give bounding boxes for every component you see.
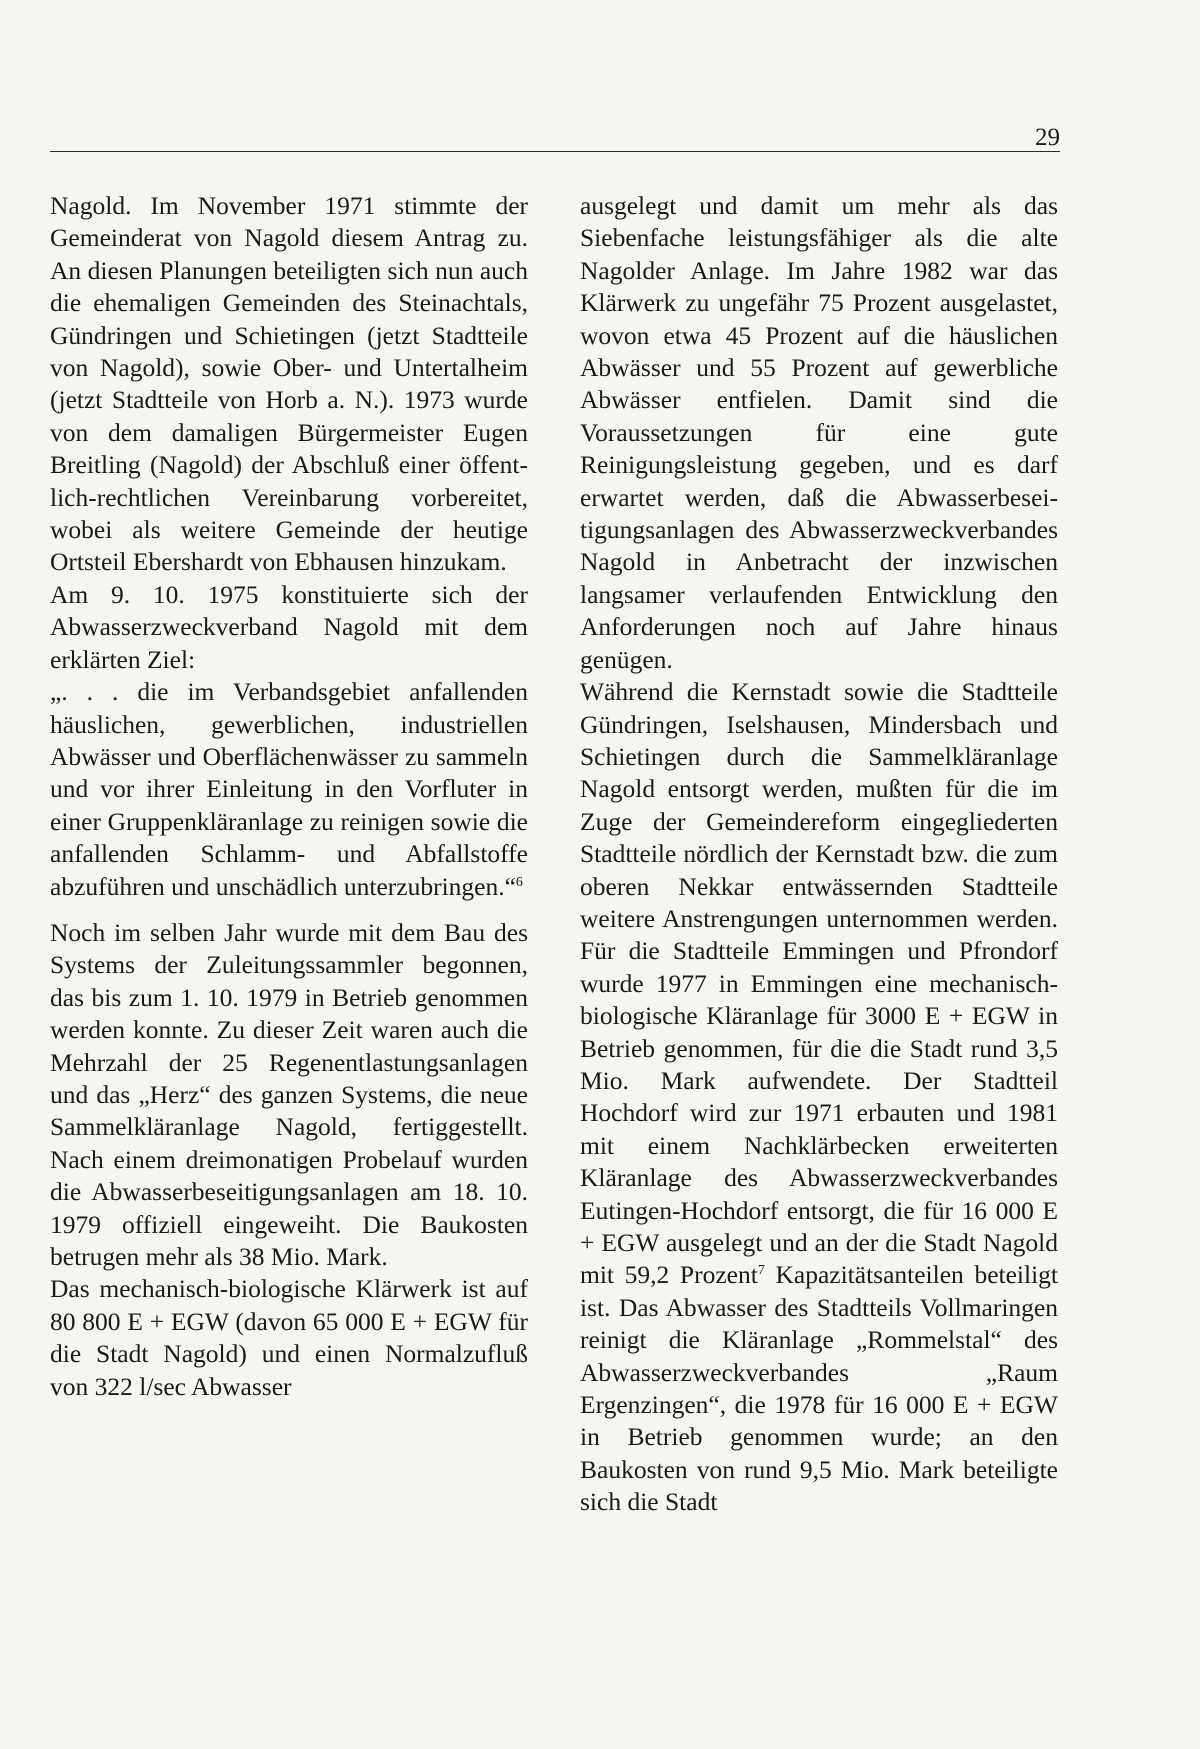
quote-text: „. . . die im Verbandsgebiet anfallenden häuslichen, gewerblichen, industriellen Abwässer und Oberflächenwässer zu sammeln und vor ihrer Einleitung in den Vorfluter in einer Gruppenkläranlage zu reinigen sowie die anfallenden Schlamm- und Abfallstoffe abzuführen und unschädlich unterzubringen.“ [50, 677, 528, 901]
left-column [50, 190, 528, 1403]
footnote-ref: 6 [515, 874, 523, 890]
paragraph: Noch im selben Jahr wurde mit dem Bau des Systems der Zuleitungssammler begonnen, das bis zum 1. 10. 1979 in Betrieb genommen werden konnte. Zu dieser Zeit waren auch die Mehrzahl der 25 Regenentlastungsanlagen und das „Herz“ des ganzen Systems, die neue Sammelkläranlage Nagold, fertiggestellt. Nach einem dreimonatigen Probelauf wurden die Abwasserbeseitigungsanlagen am 18. 10. 1979 offiziell eingeweiht. Die Baukosten betrugen mehr als 38 Mio. Mark. [50, 917, 528, 1271]
paragraph: Am 9. 10. 1975 konstituierte sich der Abwasserzweckverband Nagold mit dem erklärten Ziel: [50, 579, 528, 674]
right-column [580, 190, 1058, 1519]
paragraph-text: Kapazitätsanteilen beteiligt ist. Das Abwasser des Stadtteils Vollmaringen reinigt die Kläranlage „Rommelstal“ des Abwasserzweckverbandes „Raum Ergenzingen“, die 1978 für 16 000 E + EGW in Betrieb genommen wurde; an den Baukosten von rund 9,5 Mio. Mark beteiligte sich die Stadt [580, 1260, 1059, 1517]
footnote-ref: 7 [757, 1263, 765, 1279]
quote-paragraph [50, 676, 528, 903]
page-number: 29 [1035, 124, 1060, 151]
paragraph [580, 676, 1058, 1519]
paragraph-text: Während die Kernstadt sowie die Stadtteile Gündringen, Iselshausen, Mindersbach und Schietingen durch die Sammelkläranlage Nagold entsorgt werden, mußten für die im Zuge der Gemeindereform eingegliederten Stadtteile nördlich der Kernstadt bzw. die zum oberen Nekkar entwässernden Stadtteile weitere Anstrengungen unternommen werden. Für die Stadtteile Emmingen und Pfrondorf wurde 1977 in Emmingen eine mechanisch-biologische Kläranlage für 3000 E + EGW in Betrieb genommen, für die die Stadt rund 3,5 Mio. Mark aufwendete. Der Stadtteil Hochdorf wird zur 1971 erbauten und 1981 mit einem Nachklärbecken erweiterten Kläranlage des Abwasserzweckverbandes Eutingen-Hochdorf entsorgt, die für 16 000 E + EGW ausgelegt und an der die Stadt Nagold mit 59,2 Prozent [580, 677, 1058, 1290]
paragraph: Nagold. Im November 1971 stimmte der Gemeinderat von Nagold diesem Antrag zu. An diesen Planungen beteiligten sich nun auch die ehemaligen Gemeinden des Steinachtals, Gündringen und Schietingen (jetzt Stadtteile von Nagold), sowie Ober- und Untertalheim (jetzt Stadtteile von Horb a. N.). 1973 wurde von dem damaligen Bürgermeister Eugen Breitling (Nagold) der Abschluß einer öffentlich-rechtlichen Vereinbarung vorbereitet, wobei als weitere Gemeinde der heutige Ortsteil Ebershardt von Ebhausen hinzukam. [50, 191, 528, 577]
paragraph: ausgelegt und damit um mehr als das Siebenfache leistungsfähiger als die alte Nagolder Anlage. Im Jahre 1982 war das Klärwerk zu ungefähr 75 Prozent ausgelastet, wovon etwa 45 Prozent auf die häuslichen Abwässer und 55 Prozent auf gewerbliche Abwässer entfielen. Damit sind die Voraussetzungen für eine gute Reinigungsleistung gegeben, und es darf erwartet werden, daß die Abwasserbeseitigungsanlagen des Abwasserzweckverbandes Nagold in Anbetracht der inzwischen langsamer verlaufenden Entwicklung den Anforderungen noch auf Jahre hinaus genügen. [580, 191, 1058, 674]
header-rule [50, 151, 1060, 152]
paragraph: Das mechanisch-biologische Klärwerk ist auf 80 800 E + EGW (davon 65 000 E + EGW für die Stadt Nagold) und einen Normalzufluß von 322 l/sec Abwasser [50, 1274, 528, 1401]
